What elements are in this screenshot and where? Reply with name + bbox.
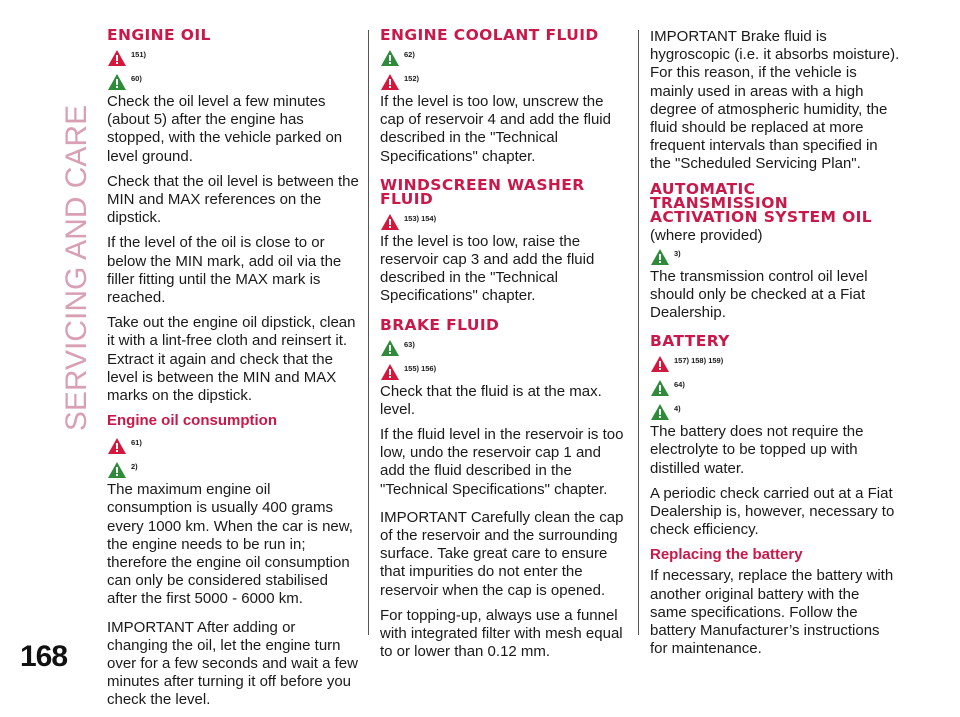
paragraph: IMPORTANT Carefully clean the cap of the reservoir and the surrounding surface. Take great care to ensure that impurities do not enter the reservoir when the cap is opened. <box>380 508 624 599</box>
section-title-brake-fluid: BRAKE FLUID <box>380 315 500 334</box>
warning-ref-text: 61) <box>131 438 142 448</box>
warning-ref <box>107 433 359 455</box>
paragraph: If the level of the oil is close to or below the MIN mark, add oil via the filler fitting until the MAX mark is reached. <box>107 234 342 307</box>
subsection-title-oil-consumption: Engine oil consumption <box>107 412 277 430</box>
caution-triangle-icon <box>650 379 670 397</box>
caution-ref <box>380 335 630 357</box>
caution-ref <box>380 45 630 67</box>
caution-ref <box>107 457 359 479</box>
paragraph: The transmission control oil level should only be checked at a Fiat Dealership. <box>650 267 868 322</box>
caution-triangle-icon <box>650 403 670 421</box>
caution-ref <box>650 375 900 397</box>
paragraph: If necessary, replace the battery with another original battery with the same specifications. Follow the battery Manufacturer’s instructions for maintenance. <box>650 567 894 658</box>
paragraph: A periodic check carried out at a Fiat Dealership is, however, necessary to check efficiency. <box>650 484 895 539</box>
warning-triangle-icon <box>380 363 400 381</box>
caution-ref <box>650 244 900 266</box>
paragraph: IMPORTANT After adding or changing the oil, let the engine turn over for a few seconds and wait a few minutes after turning it off before you check the level. <box>107 618 358 709</box>
warning-triangle-icon <box>380 213 400 231</box>
caution-triangle-icon <box>107 461 127 479</box>
title-line: TRANSMISSION <box>650 193 789 212</box>
paragraph: Check that the oil level is between the MIN and MAX references on the dipstick. <box>107 172 359 227</box>
paragraph: If the level is too low, unscrew the cap of reservoir 4 and add the fluid described in the "Technical Specifications" chapter. <box>380 93 611 165</box>
paragraph: IMPORTANT Brake fluid is hygroscopic (i.e. it absorbs moisture). For this reason, if the vehicle is mainly used in areas with a high degree of atmospheric humidity, the fluid should be replaced at more frequent intervals than specified in the "Scheduled Servicing Plan". <box>650 28 900 173</box>
warning-ref <box>380 209 630 231</box>
side-section-title <box>8 0 93 660</box>
warning-ref-text: 152) <box>404 74 420 83</box>
caution-triangle-icon <box>380 49 400 67</box>
section-title-washer-fluid: WINDSCREEN WASHER FLUID <box>380 175 585 208</box>
caution-ref-text: 64) <box>674 380 685 390</box>
warning-ref <box>380 359 630 381</box>
page-number: 168 <box>20 640 68 673</box>
warning-ref-text: 153) 154) <box>404 213 437 223</box>
paragraph: If the fluid level in the reservoir is too low, undo the reservoir cap 1 and add the fluid described in the "Technical Specifications" chapter. <box>380 426 624 498</box>
paragraph: If the level is too low, raise the reservoir cap 3 and add the fluid described in the "Technical Specifications" chapter. <box>380 232 595 305</box>
title-suffix: (where provided) <box>650 226 763 244</box>
column-divider <box>368 30 369 635</box>
caution-ref-text: 2) <box>131 462 138 472</box>
warning-triangle-icon <box>380 73 400 91</box>
paragraph: Take out the engine oil dipstick, clean it with a lint-free cloth and reinsert it. Extract it again and check that the level is between the MIN and MAX marks on the dipstick. <box>107 314 356 405</box>
caution-ref-text: 62) <box>404 50 415 59</box>
warning-ref <box>107 45 359 67</box>
side-title-text: SERVICING AND CARE <box>60 104 93 432</box>
paragraph: The maximum engine oil consumption is usually 400 grams every 1000 km. When the car is new, the engine needs to be run in; therefore the engine oil consumption can only be considered stabilised after the first 5000 - 6000 km. <box>107 481 353 608</box>
subsection-title-replacing-battery: Replacing the battery <box>650 546 803 564</box>
caution-ref-text: 3) <box>674 248 681 258</box>
caution-triangle-icon <box>650 248 670 266</box>
column-1 <box>107 28 359 717</box>
warning-ref <box>650 351 900 373</box>
caution-ref-text: 4) <box>674 404 681 414</box>
caution-ref <box>650 399 900 421</box>
section-title-transmission-oil <box>650 179 900 226</box>
paragraph: The battery does not require the electrolyte to be topped up with distilled water. <box>650 423 864 477</box>
caution-ref-text: 63) <box>404 339 415 349</box>
section-title-battery: BATTERY <box>650 332 730 351</box>
caution-ref-text: 60) <box>131 74 142 83</box>
warning-triangle-icon <box>107 437 127 455</box>
paragraph: For topping-up, always use a funnel with integrated filter with mesh equal to or lower than 0.12 mm. <box>380 606 623 661</box>
column-divider <box>638 30 639 635</box>
warning-triangle-icon <box>107 49 127 67</box>
caution-triangle-icon <box>380 339 400 357</box>
warning-triangle-icon <box>650 355 670 373</box>
side-title-svg <box>8 0 93 660</box>
column-2 <box>380 28 630 668</box>
title-line: ACTIVATION SYSTEM OIL <box>650 207 873 226</box>
title-line: AUTOMATIC <box>650 179 756 198</box>
column-3 <box>650 28 900 665</box>
warning-ref-text: 155) 156) <box>404 363 437 373</box>
paragraph: Check the oil level a few minutes (about 5) after the engine has stopped, with the vehicle parked on level ground. <box>107 93 343 165</box>
warning-ref <box>380 69 630 91</box>
section-title-coolant: ENGINE COOLANT FLUID <box>380 26 599 44</box>
section-title-engine-oil: ENGINE OIL <box>107 26 211 44</box>
warning-ref-text: 151) <box>131 50 147 59</box>
warning-ref-text: 157) 158) 159) <box>674 356 724 366</box>
caution-ref <box>107 69 359 91</box>
caution-triangle-icon <box>107 73 127 91</box>
paragraph: Check that the fluid is at the max. level. <box>380 382 602 418</box>
